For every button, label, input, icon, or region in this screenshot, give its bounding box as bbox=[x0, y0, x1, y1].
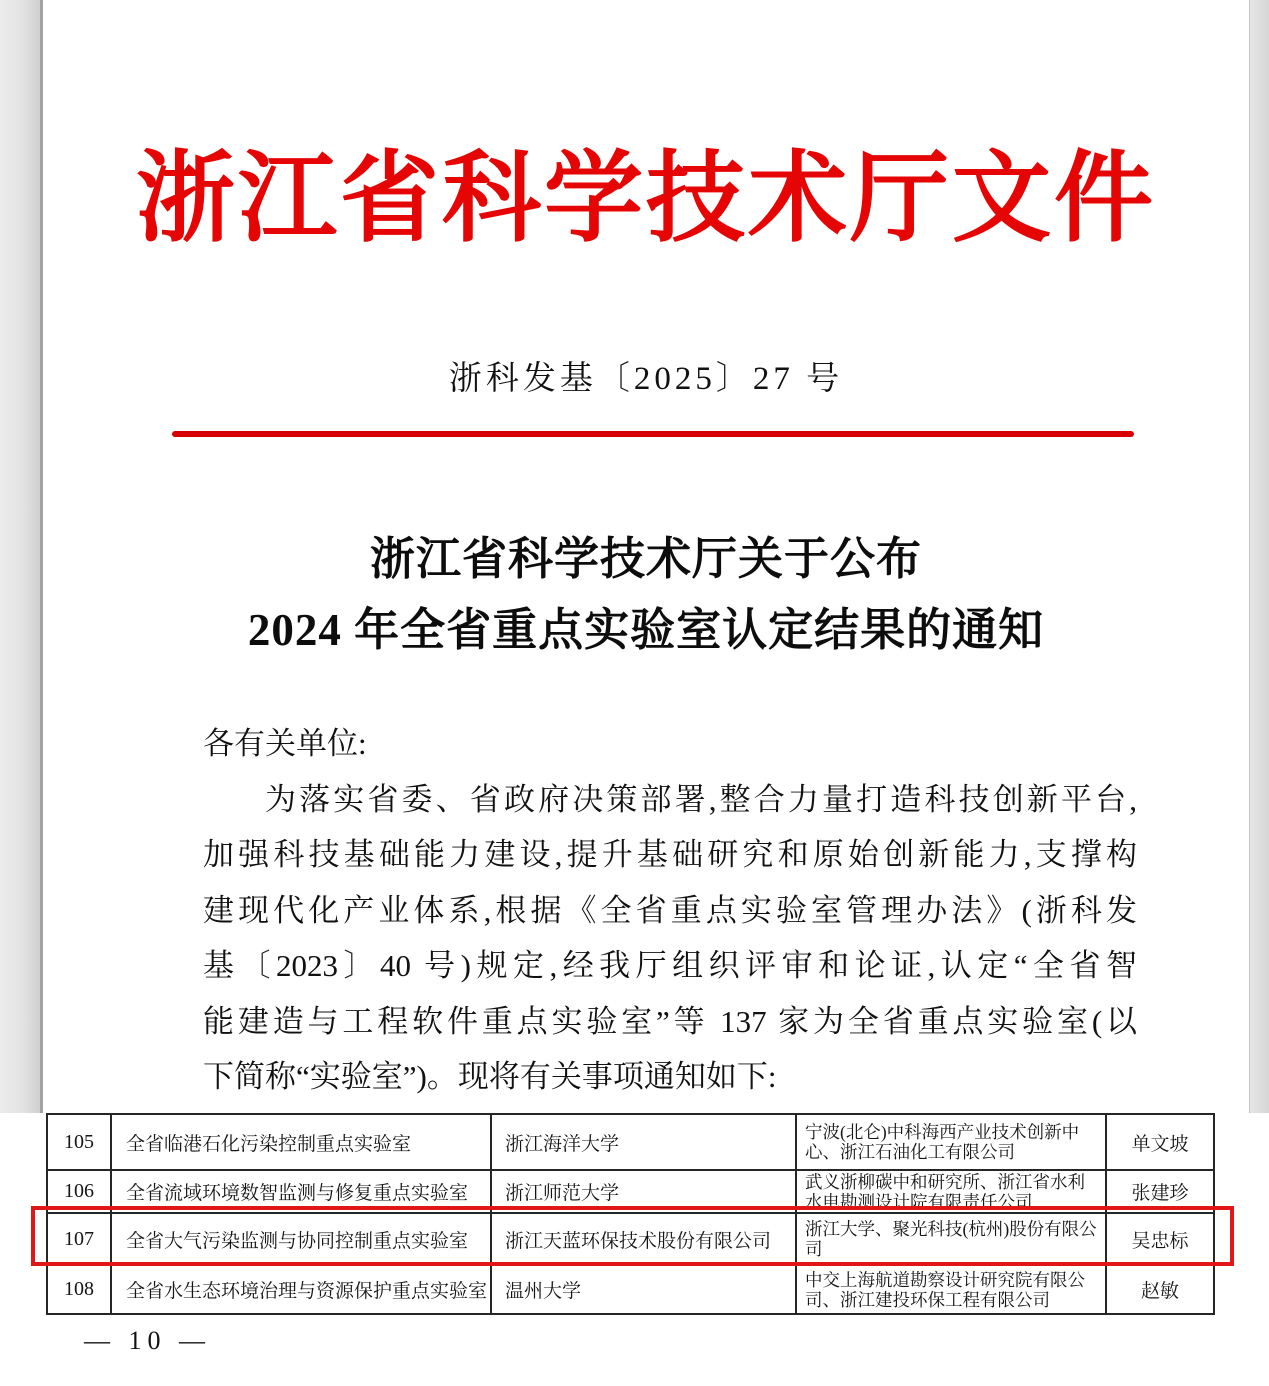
page-number: — 10 — bbox=[84, 1326, 211, 1355]
table-cell-lab: 全省流域环境数智监测与修复重点实验室 bbox=[112, 1171, 492, 1214]
notice-title-line1: 浙江省科学技术厅关于公布 bbox=[369, 534, 922, 584]
table-cell-director: 赵敏 bbox=[1107, 1266, 1215, 1315]
body-text bbox=[203, 716, 1137, 1105]
table-cell-director: 吴忠标 bbox=[1107, 1214, 1215, 1266]
body-line: 加强科技基础能力建设,提升基础研究和原始创新能力,支撑构 bbox=[203, 837, 1137, 872]
table-cell-director: 单文坡 bbox=[1107, 1115, 1215, 1171]
body-line: 下简称“实验室”)。现将有关事项通知如下: bbox=[203, 1059, 777, 1094]
table-cell-lab: 全省大气污染监测与协同控制重点实验室 bbox=[112, 1214, 492, 1266]
table-cell-no: 107 bbox=[48, 1214, 112, 1266]
letterhead-title: 浙江省科学技术厅文件 bbox=[136, 145, 1156, 254]
body-line: 为落实省委、省政府决策部署,整合力量打造科技创新平台, bbox=[265, 781, 1137, 817]
table-cell-no: 105 bbox=[48, 1115, 112, 1171]
scan-margin-left bbox=[0, 0, 43, 1113]
notice-title bbox=[43, 524, 1249, 666]
table-cell-director: 张建珍 bbox=[1107, 1171, 1215, 1214]
notice-title-line2: 2024 年全省重点实验室认定结果的通知 bbox=[247, 605, 1045, 655]
table-cell-institution: 温州大学 bbox=[492, 1266, 797, 1315]
table-cell-partners: 宁波(北仑)中科海西产业技术创新中心、浙江石油化工有限公司 bbox=[797, 1115, 1107, 1171]
table-cell-lab: 全省水生态环境治理与资源保护重点实验室 bbox=[112, 1266, 492, 1315]
table-cell-institution: 浙江海洋大学 bbox=[492, 1115, 797, 1171]
body-line: 建现代化产业体系,根据《全省重点实验室管理办法》(浙科发 bbox=[203, 892, 1137, 928]
table-cell-partners: 浙江大学、聚光科技(杭州)股份有限公司 bbox=[797, 1214, 1107, 1266]
table-cell-no: 108 bbox=[48, 1266, 112, 1315]
table-cell-partners: 中交上海航道勘察设计研究院有限公司、浙江建投环保工程有限公司 bbox=[797, 1266, 1107, 1315]
body-line: 能建造与工程软件重点实验室”等 137 家为全省重点实验室(以 bbox=[203, 1003, 1137, 1039]
table-cell-lab: 全省临港石化污染控制重点实验室 bbox=[112, 1115, 492, 1171]
table-cell-institution: 浙江师范大学 bbox=[492, 1171, 797, 1214]
table-cell-institution: 浙江天蓝环保技术股份有限公司 bbox=[492, 1214, 797, 1266]
scan-margin-right bbox=[1249, 0, 1269, 1113]
body-line: 基〔2023〕40 号)规定,经我厅组织评审和论证,认定“全省智 bbox=[203, 948, 1137, 983]
table-cell-no: 106 bbox=[48, 1171, 112, 1214]
red-divider-rule bbox=[172, 431, 1134, 437]
lab-table bbox=[46, 1113, 1215, 1315]
table-cell-partners: 武义浙柳碳中和研究所、浙江省水利水电勘测设计院有限责任公司 bbox=[797, 1171, 1107, 1214]
document-number: 浙科发基〔2025〕27 号 bbox=[448, 361, 844, 397]
salutation: 各有关单位: bbox=[203, 726, 367, 761]
